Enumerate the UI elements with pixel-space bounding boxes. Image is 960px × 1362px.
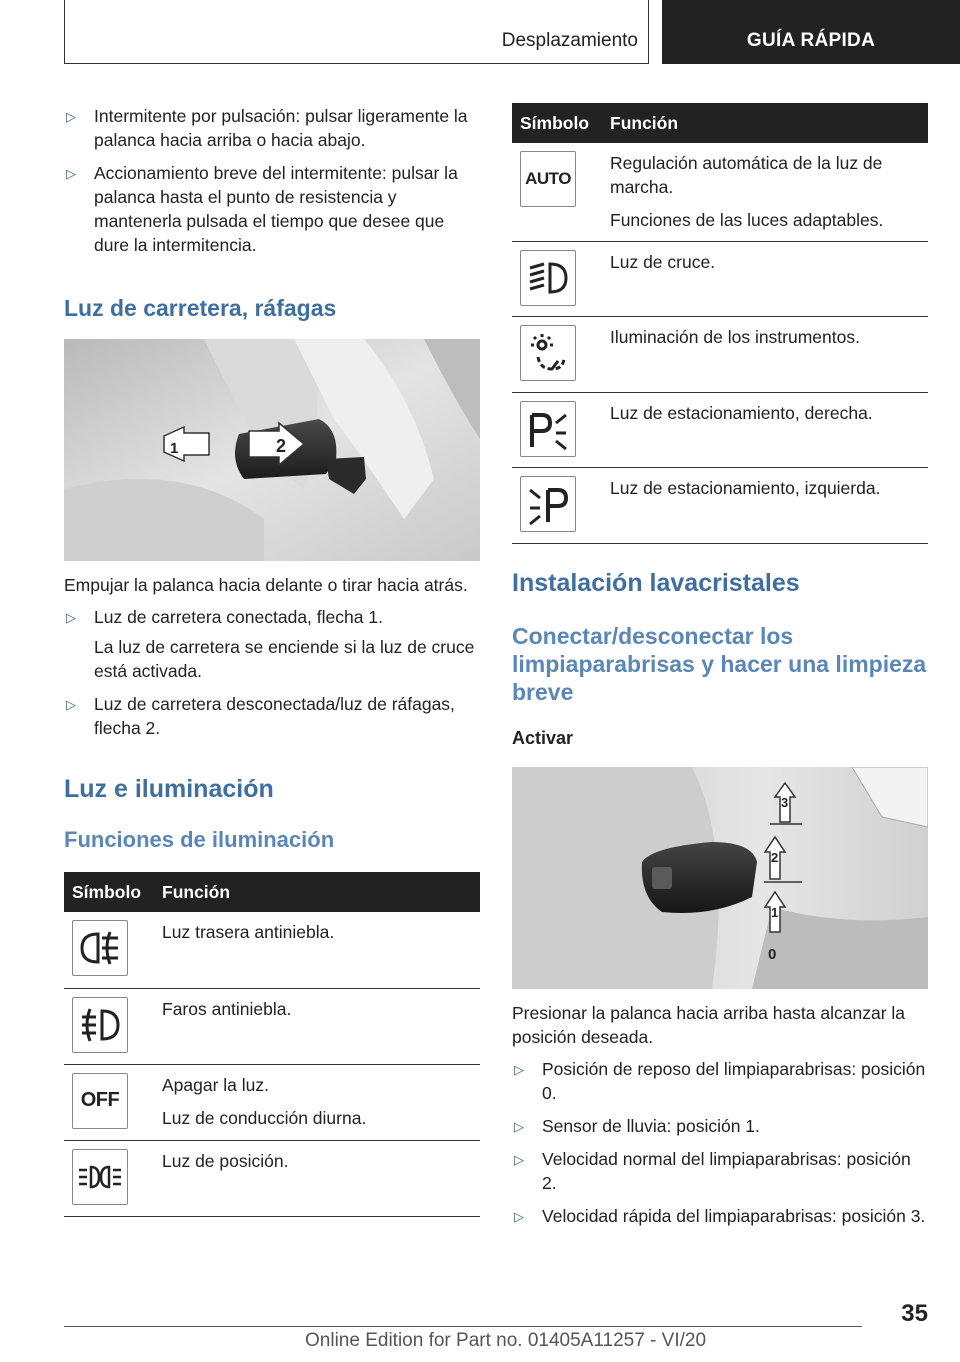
table-row (64, 1064, 480, 1140)
column-header-function: Función (604, 103, 928, 143)
position-label-1: 1 (771, 905, 779, 920)
triangle-bullet-icon: ▷ (514, 1119, 524, 1134)
position-label-3: 3 (781, 795, 789, 810)
wiper-instructions: Presionar la palanca hacia arriba hasta alcanzar la posición deseada. (512, 1003, 906, 1047)
right-column (512, 103, 928, 1237)
bullet-item (64, 605, 480, 683)
header-tab-label: GUÍA RÁPIDA (746, 30, 876, 51)
off-icon-text: OFF (80, 1089, 120, 1111)
bullet-text: Accionamiento breve del intermitente: pulsar la palanca hasta el punto de resistencia y mantenerla pulsada el tiempo que desee que dure la intermitencia. (94, 163, 458, 255)
lighting-functions-table (64, 872, 480, 1217)
function-text: Luz de posición. (162, 1150, 289, 1171)
bullet-item (64, 104, 480, 152)
lighting-symbols-table (512, 103, 928, 544)
section-heading-washer: Instalación lavacristales (512, 569, 800, 597)
section-heading-high-beam: Luz de carretera, ráfagas (64, 295, 337, 321)
footer-edition-text: Online Edition for Part no. 01405A11257 - VI/20 (305, 1330, 707, 1351)
bullet-text: Velocidad rápida del limpiaparabrisas: posición 3. (542, 1206, 926, 1226)
parking-light-right-icon (520, 401, 576, 457)
column-header-symbol: Símbolo (512, 103, 604, 143)
subheading-wipers: Conectar/desconectar los limpiaparabrisas y hacer una limpieza breve (512, 623, 927, 705)
arrow-label-2: 2 (276, 436, 287, 456)
subheading-lighting-functions: Funciones de iluminación (64, 827, 335, 852)
parking-lights-icon (72, 1149, 128, 1205)
triangle-bullet-icon: ▷ (66, 610, 76, 625)
position-label-2: 2 (771, 850, 779, 865)
function-text: Apagar la luz. (162, 1074, 270, 1095)
table-row (64, 988, 480, 1064)
triangle-bullet-icon: ▷ (66, 697, 76, 712)
footer-rule (64, 1326, 862, 1327)
table-row (64, 1140, 480, 1216)
table-row (512, 242, 928, 317)
function-text: Luz de estacionamiento, izquierda. (610, 478, 881, 498)
table-row (512, 468, 928, 544)
wiper-lever-illustration (512, 767, 928, 989)
auto-icon-text: AUTO (525, 169, 571, 188)
function-text: Luz de conducción diurna. (162, 1107, 367, 1128)
function-text: Luz trasera antiniebla. (162, 922, 335, 942)
function-text: Regulación automática de la luz de marcha. (610, 153, 883, 197)
bullet-item (64, 692, 480, 740)
triangle-bullet-icon: ▷ (514, 1152, 524, 1167)
bullet-text: Intermitente por pulsación: pulsar ligeramente la palanca hacia arriba o hacia abajo. (94, 106, 468, 150)
position-label-0: 0 (768, 946, 777, 963)
page-number: 35 (901, 1300, 928, 1327)
rear-fog-light-icon (72, 920, 128, 976)
triangle-bullet-icon: ▷ (514, 1209, 524, 1224)
bullet-item (512, 1147, 928, 1195)
triangle-bullet-icon: ▷ (66, 166, 76, 181)
minor-heading-activate: Activar (512, 728, 574, 748)
triangle-bullet-icon: ▷ (66, 109, 76, 124)
front-fog-light-icon (72, 997, 128, 1053)
table-header-row (512, 103, 928, 143)
table-row (512, 317, 928, 393)
bullet-text: Sensor de lluvia: posición 1. (542, 1116, 760, 1136)
function-text: Funciones de las luces adaptables. (610, 210, 884, 230)
bullet-text: Posición de reposo del limpiaparabrisas: posición 0. (542, 1059, 926, 1103)
function-text: Luz de estacionamiento, derecha. (610, 403, 873, 423)
wiper-lever-photo (512, 767, 928, 989)
triangle-bullet-icon: ▷ (514, 1062, 524, 1077)
function-text: Faros antiniebla. (162, 998, 292, 1019)
header-tab (662, 0, 960, 64)
function-text: Iluminación de los instrumentos. (610, 327, 860, 347)
high-beam-instructions: Empujar la palanca hacia delante o tirar hacia atrás. (64, 575, 468, 595)
instrument-lighting-icon (520, 325, 576, 381)
arrow-label-1: 1 (170, 440, 179, 457)
parking-light-left-icon (520, 476, 576, 532)
bullet-subtext: La luz de carretera se enciende si la luz de cruce está activada. (94, 637, 475, 681)
bullet-item (512, 1057, 928, 1105)
section-heading-lights: Luz e iluminación (64, 775, 274, 803)
table-row (512, 393, 928, 468)
high-beam-lever-photo (64, 339, 480, 561)
bullet-text: Luz de carretera desconectada/luz de ráfagas, flecha 2. (94, 694, 455, 738)
table-header-row (64, 872, 480, 912)
off-icon (72, 1073, 128, 1129)
lever-illustration (64, 339, 480, 561)
bullet-item (512, 1204, 928, 1228)
table-row (64, 912, 480, 988)
table-row (512, 143, 928, 242)
column-header-function: Función (156, 872, 480, 912)
auto-icon (520, 151, 576, 207)
low-beam-icon (520, 250, 576, 306)
left-column (64, 100, 480, 1217)
bullet-item (64, 161, 480, 257)
bullet-text: Velocidad normal del limpiaparabrisas: posición 2. (542, 1149, 911, 1193)
bullet-item (512, 1114, 928, 1138)
column-header-symbol: Símbolo (64, 872, 156, 912)
header-section-title: Desplazamiento (501, 30, 638, 51)
bullet-text: Luz de carretera conectada, flecha 1. (94, 607, 383, 627)
function-text: Luz de cruce. (610, 252, 716, 272)
